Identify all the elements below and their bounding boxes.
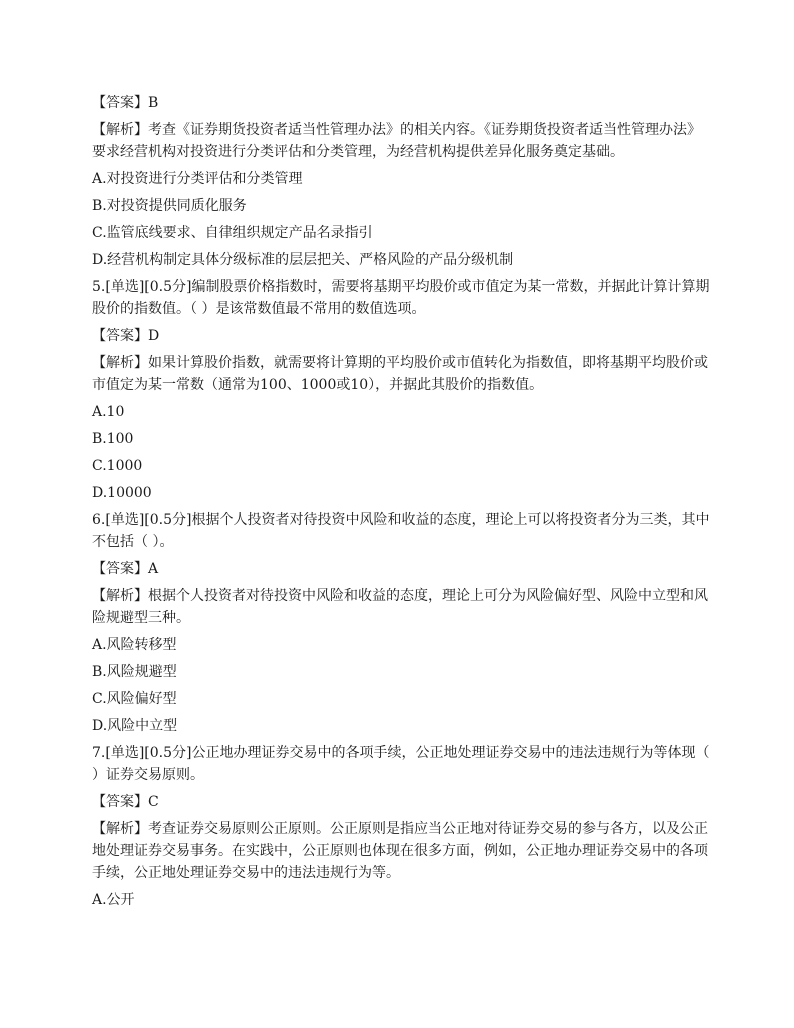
answer-line: 【答案】B (92, 95, 159, 111)
option-line: B.对投资提供同质化服务 (92, 198, 247, 214)
option-line: D.经营机构制定具体分级标准的层层把关、严格风险的产品分级机制 (92, 252, 514, 268)
question-stem: 5.[单选][0.5分]编制股票价格指数时，需要将基期平均股价或市值定为某一常数，并据此计算计算期股价的指数值。（ ）是该常数值最不常用的数值选项。 (92, 279, 710, 317)
option-line: D.风险中立型 (92, 718, 178, 734)
analysis-paragraph: 【解析】根据个人投资者对待投资中风险和收益的态度，理论上可分为风险偏好型、风险中立型和风险规避型三种。 (92, 588, 708, 626)
answer-line: 【答案】C (92, 794, 159, 810)
answer-line: 【答案】D (92, 328, 160, 344)
analysis-paragraph: 【解析】考查《证券期货投资者适当性管理办法》的相关内容。《证券期货投资者适当性管理办法》要求经营机构对投资进行分类评估和分类管理，为经营机构提供差异化服务奠定基础。 (92, 122, 701, 160)
option-line: A.公开 (92, 892, 135, 908)
question-stem: 7.[单选][0.5分]公正地办理证券交易中的各项手续，公正地处理证券交易中的违法违规行为等体现（ ）证券交易原则。 (92, 745, 710, 783)
option-line: A.10 (92, 404, 125, 420)
option-line: A.风险转移型 (92, 637, 177, 653)
analysis-paragraph: 【解析】考查证券交易原则公正原则。公正原则是指应当公正地对待证券交易的参与各方，以及公正地处理证券交易事务。在实践中，公正原则也体现在很多方面，例如，公正地办理证券交易中的各项手续，公正地处理证券交易中的违法违规行为等。 (92, 821, 708, 881)
option-line: A.对投资进行分类评估和分类管理 (92, 171, 303, 187)
analysis-paragraph: 【解析】如果计算股价指数，就需要将计算期的平均股价或市值转化为指数值，即将基期平均股价或市值定为某一常数（通常为100、1000或10），并据此其股价的指数值。 (92, 355, 708, 393)
option-line: D.10000 (92, 485, 152, 501)
answer-line: 【答案】A (92, 561, 159, 577)
option-line: C.监管底线要求、自律组织规定产品名录指引 (92, 225, 373, 241)
question-stem: 6.[单选][0.5分]根据个人投资者对待投资中风险和收益的态度，理论上可以将投资者分为三类，其中不包括（ ）。 (92, 512, 710, 550)
option-line: B.100 (92, 431, 134, 447)
option-line: B.风险规避型 (92, 664, 177, 680)
option-line: C.风险偏好型 (92, 691, 177, 707)
option-line: C.1000 (92, 458, 143, 474)
